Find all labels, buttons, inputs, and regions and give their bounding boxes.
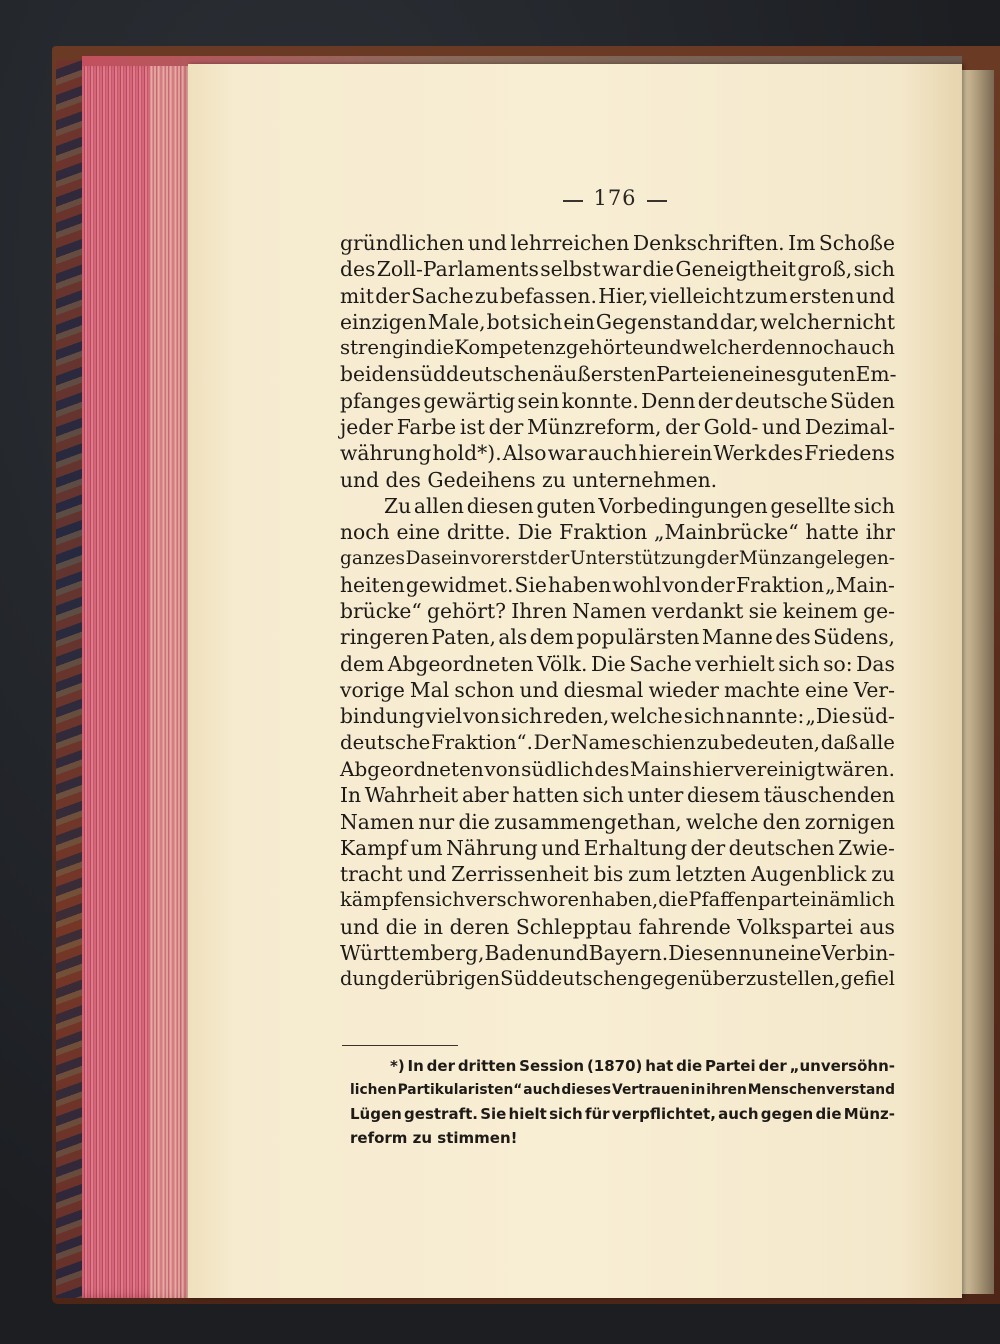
text-line: währung hold*). Also war auch hier ein Werk des Friedens [340,441,895,466]
text-line: ganzes Dasein vorerst der Unterstützung der Münzangelegen- [340,547,895,569]
text-line: mit der Sache zu befassen. Hier, vielleicht zum ersten und [340,283,895,308]
text-line: In Wahrheit aber hatten sich unter diesem täuschenden [340,783,895,808]
header-dash-left [563,200,583,202]
text-line: des Zoll-Parlaments selbst war die Geneigtheit groß, sich [340,257,895,282]
text-line: gründlichen und lehrreichen Denkschriften. Im Schoße [340,231,895,255]
page-number: 176 [593,186,637,210]
text-line: noch eine dritte. Die Fraktion „Mainbrücke“ hatte ihr [340,520,895,545]
footnote-line: reform zu stimmen! [350,1129,518,1147]
footnote-line: lichen Partikularisten“ auch dieses Vertrauen in ihren Menschenverstand [350,1082,895,1098]
text-line: und des Gedeihens zu unternehmen. [340,467,718,492]
header-dash-right [647,200,667,202]
text-line: Kampf um Nährung und Erhaltung der deutschen Zwie- [340,835,895,860]
text-line: Württemberg, Baden und Bayern. Diesen nun eine Verbin- [340,941,896,966]
text-line: heiten gewidmet. Sie haben wohl von der Fraktion „Main- [340,572,895,597]
text-line: Zu allen diesen guten Vorbedingungen gesellte sich [384,493,895,518]
text-line: vorige Mal schon und diesmal wieder machte eine Ver- [340,678,895,703]
page-right-edge [960,70,994,1294]
footnote-line: *) In der dritten Session (1870) hat die Partei der „unversöhn- [390,1057,895,1075]
text-line: bei den süddeutschen äußersten Parteien eines guten Em- [340,362,897,387]
text-line: brücke“ gehört? Ihren Namen verdankt sie keinem ge- [340,599,895,624]
text-line: Namen nur die zusammengethan, welche den zornigen [340,809,895,834]
text-line: tracht und Zerrissenheit bis zum letzten Augenblick zu [340,862,895,887]
footnote-line: Lügen gestraft. Sie hielt sich für verpflichtet, auch gegen die Münz- [350,1105,895,1123]
text-line: einzigen Male, bot sich ein Gegenstand dar, welcher nicht [340,309,895,334]
text-line: deutsche Fraktion“. Der Name schien zu bedeuten, daß alle [340,730,895,754]
footnote [350,1054,895,1150]
text-line: Abgeordneten von südlich des Mains hier vereinigt wären. [340,756,895,781]
footnote-rule [342,1045,458,1046]
text-line: ringeren Paten, als dem populärsten Manne des Südens, [340,625,895,650]
text-line: streng in die Kompetenz gehörte und welcher dennoch auch [340,336,895,360]
body-text [340,230,895,993]
text-line: kämpfen sich verschworen haben, die Pfaffenpartei nämlich [340,888,895,912]
page-edge-stack [150,60,192,1298]
text-line: und die in deren Schlepptau fahrende Volkspartei aus [340,914,895,939]
page-header [540,186,690,216]
text-line: jeder Farbe ist der Münzreform, der Gold- und Dezimal- [340,415,895,440]
text-line: dung der übrigen Süddeutschen gegenüberzustellen, gefiel [340,967,895,991]
text-line: pfanges gewärtig sein konnte. Denn der deutsche Süden [340,388,895,413]
text-line: bindung viel von sich reden, welche sich nannte: „Die süd- [340,704,895,729]
text-line: dem Abgeordneten Völk. Die Sache verhielt sich so: Das [340,651,895,676]
